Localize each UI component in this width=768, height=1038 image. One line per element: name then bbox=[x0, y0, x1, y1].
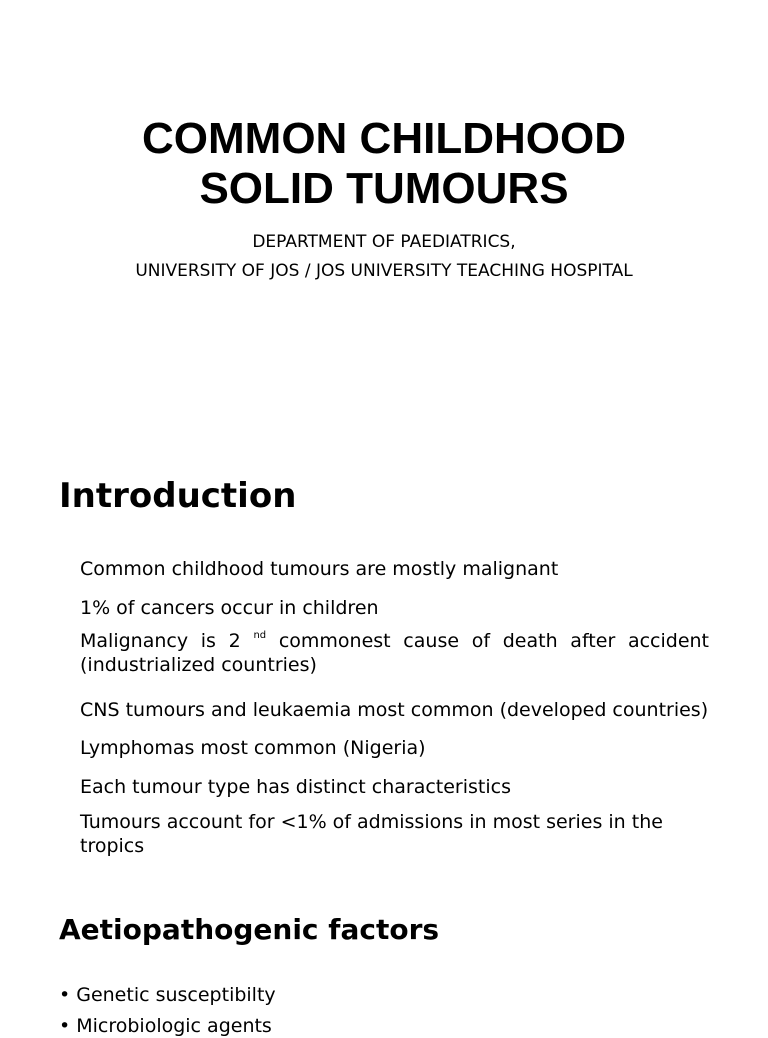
intro-item-malignancy bbox=[80, 629, 709, 677]
presentation-subtitle bbox=[0, 228, 768, 286]
intro-item: Each tumour type has distinct characteristics bbox=[80, 776, 511, 798]
bullet-text: Microbiologic agents bbox=[76, 1015, 272, 1037]
malignancy-text-after: commonest cause of death after accident bbox=[278, 630, 710, 652]
bullet-list-item bbox=[59, 983, 276, 1007]
malignancy-line-2: (industrialized countries) bbox=[80, 654, 317, 676]
presentation-title bbox=[0, 114, 768, 214]
intro-item: 1% of cancers occur in children bbox=[80, 597, 379, 619]
malignancy-text-before: Malignancy is 2 bbox=[80, 630, 241, 652]
intro-item: Lymphomas most common (Nigeria) bbox=[80, 737, 426, 759]
subtitle-line-1: DEPARTMENT OF PAEDIATRICS, bbox=[252, 232, 516, 252]
title-slide bbox=[0, 0, 768, 430]
bullet-list-item bbox=[59, 1014, 272, 1038]
title-line-2: SOLID TUMOURS bbox=[199, 164, 569, 213]
subtitle-line-2: UNIVERSITY OF JOS / JOS UNIVERSITY TEACHING HOSPITAL bbox=[135, 261, 633, 281]
intro-item: Tumours account for <1% of admissions in most series in the tropics bbox=[80, 811, 663, 857]
introduction-heading: Introduction bbox=[59, 476, 297, 516]
title-line-1: COMMON CHILDHOOD bbox=[142, 114, 626, 163]
bullet-icon: • bbox=[59, 1015, 71, 1037]
intro-item: Common childhood tumours are mostly malignant bbox=[80, 558, 559, 580]
bullet-text: Genetic susceptibilty bbox=[76, 984, 276, 1006]
ordinal-superscript: nd bbox=[253, 630, 267, 641]
aetiopathogenic-heading: Aetiopathogenic factors bbox=[59, 913, 440, 946]
malignancy-line-1 bbox=[80, 629, 709, 653]
intro-item: CNS tumours and leukaemia most common (developed countries) bbox=[80, 699, 709, 721]
bullet-icon: • bbox=[59, 984, 71, 1006]
